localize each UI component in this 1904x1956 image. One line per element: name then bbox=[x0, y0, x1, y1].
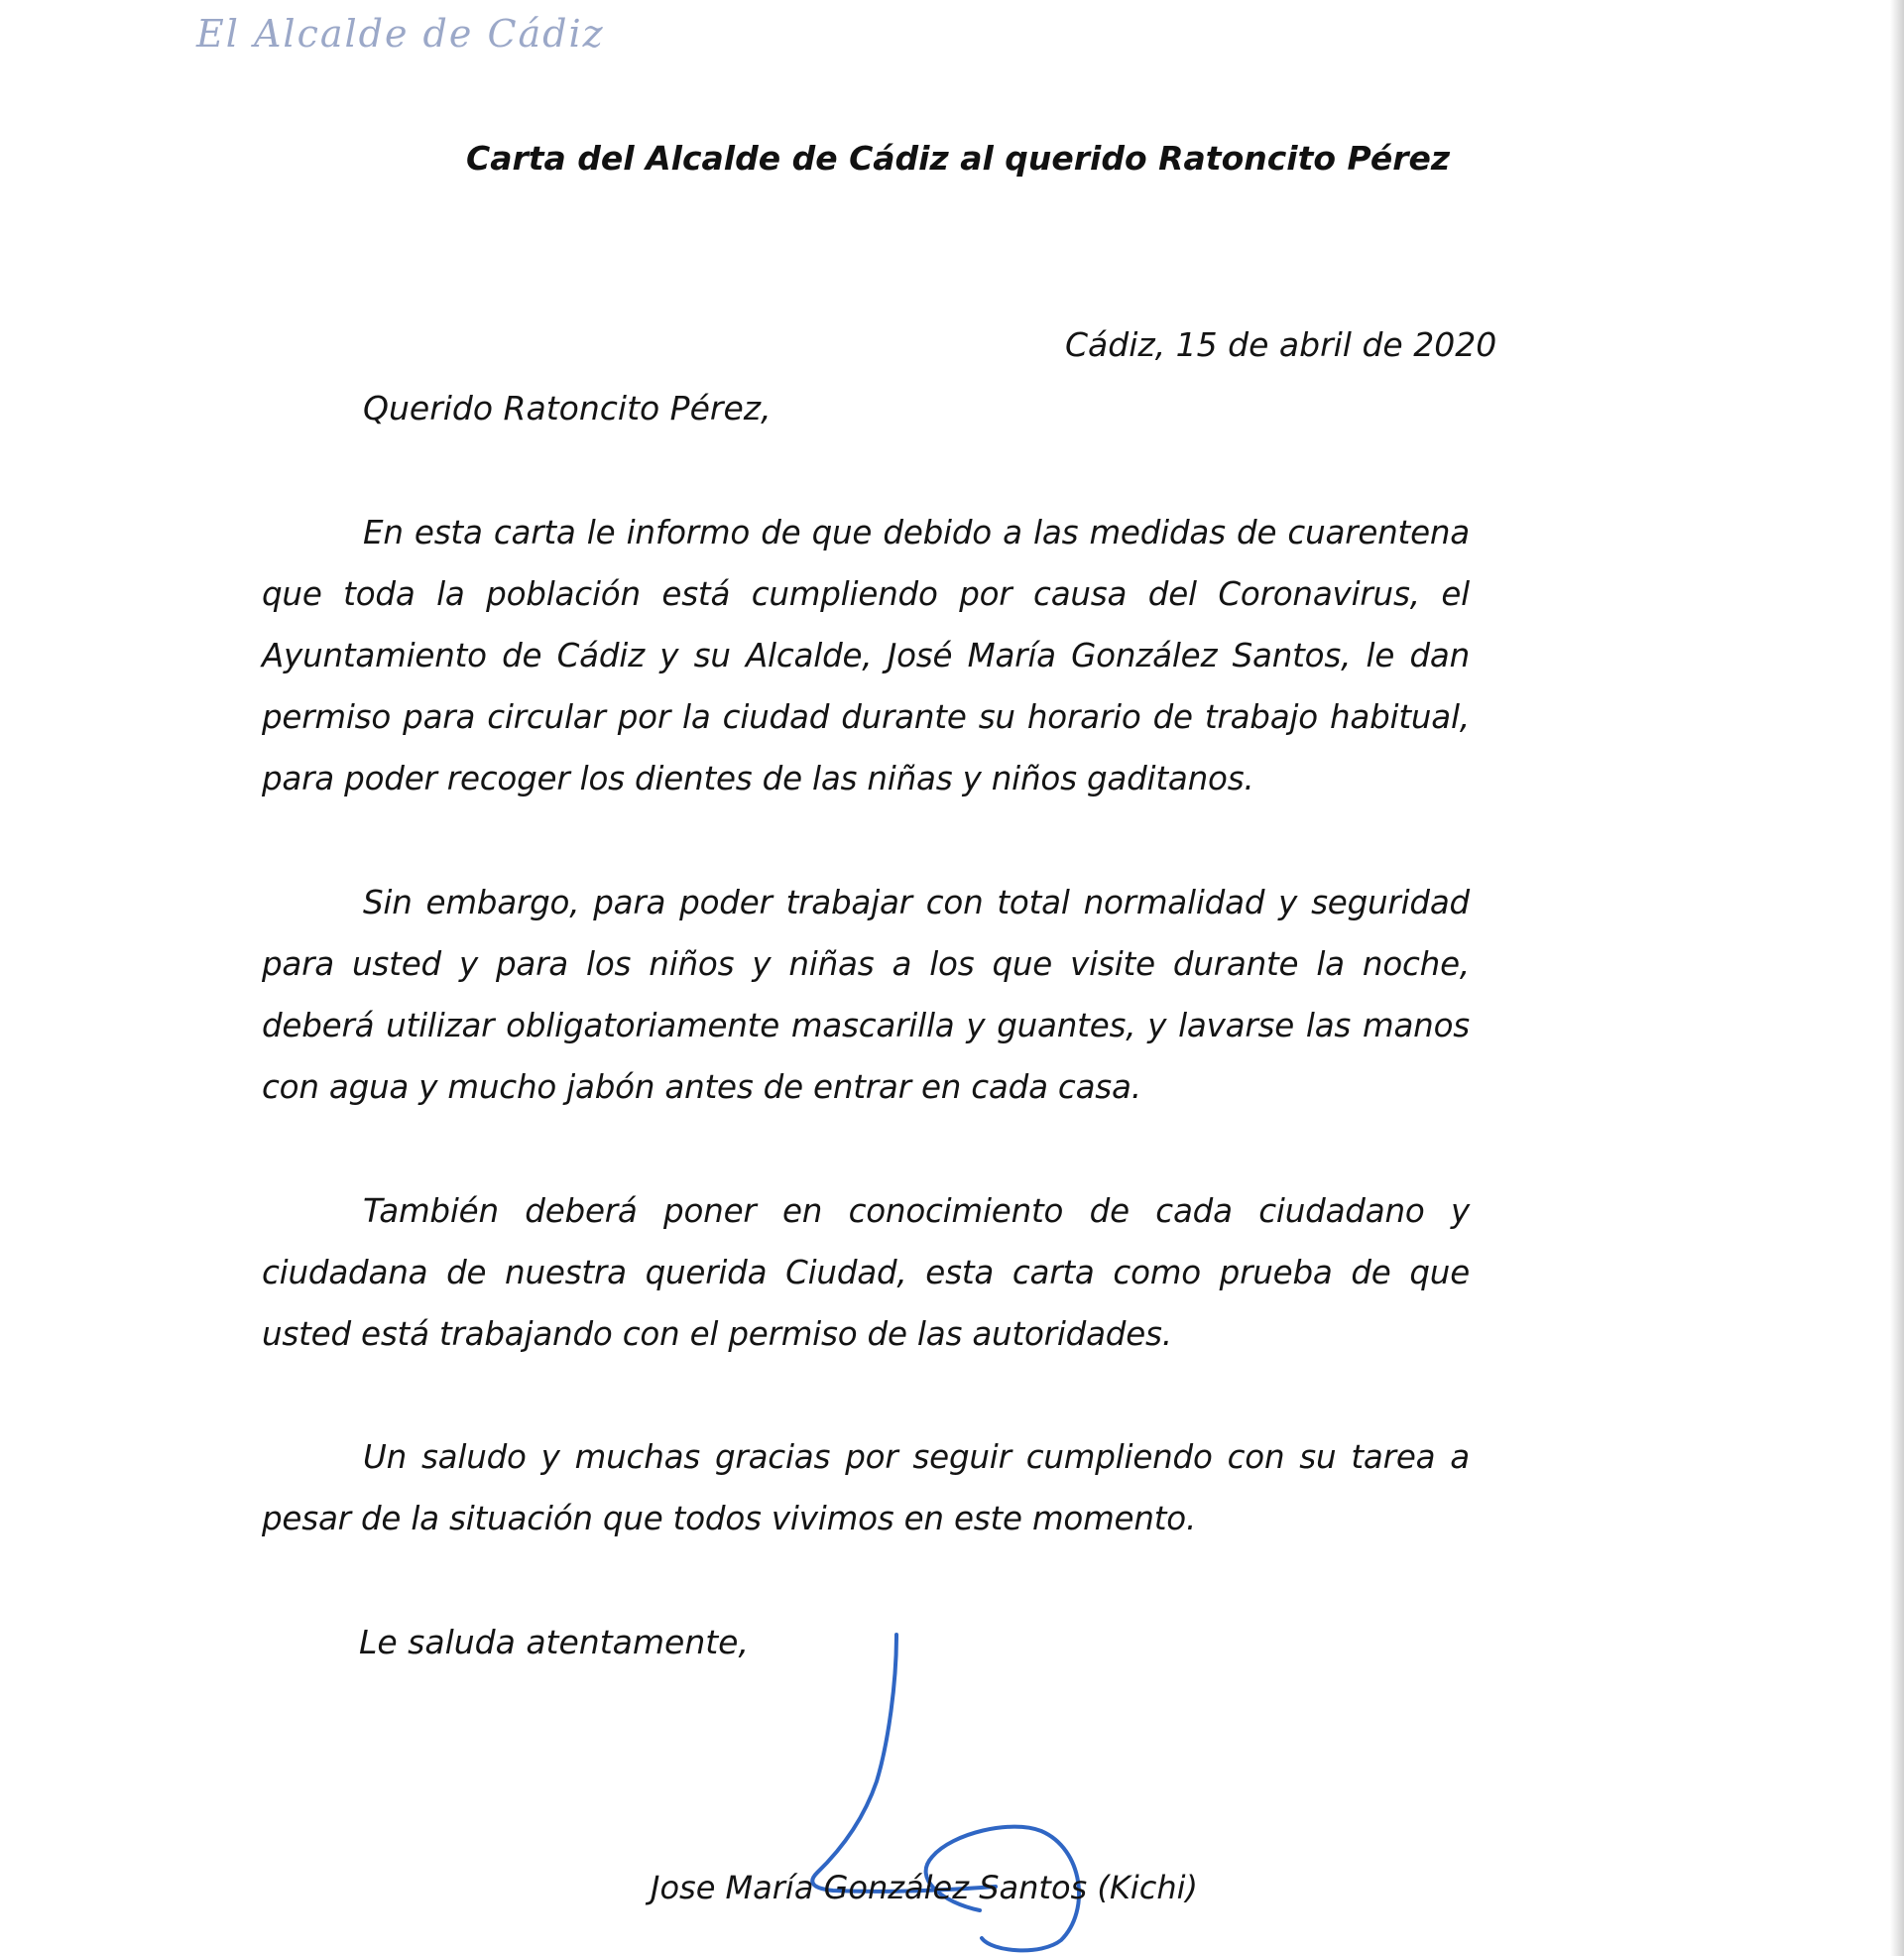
body-paragraph-2: Sin embargo, para poder trabajar con total normalidad y seguridad para usted y para los niños y niñas a los que visite durante la noche, deberá utilizar obligatoriamente mascarilla y guantes, y lavarse las manos con agua y mucho jabón antes de entrar en cada casa. bbox=[262, 884, 1470, 1106]
body-paragraph-1: En esta carta le informo de que debido a las medidas de cuarentena que toda la población está cumpliendo por causa del Coronavirus, el Ayuntamiento de Cádiz y su Alcalde, José María González Santos, le dan permiso para circular por la ciudad durante su horario de trabajo habitual, para poder recoger los dientes de las niñas y niños gaditanos. bbox=[262, 514, 1470, 797]
signature-stroke bbox=[812, 1635, 996, 1892]
body-paragraph-3: También deberá poner en conocimiento de cada ciudadano y ciudadana de nuestra querida Ciudad, esta carta como prueba de que usted está trabajando con el permiso de las autoridades. bbox=[262, 1192, 1470, 1353]
signer-name: Jose María González Santos (Kichi) bbox=[651, 1869, 1198, 1906]
letterhead: El Alcalde de Cádiz bbox=[196, 12, 605, 56]
letter-date: Cádiz, 15 de abril de 2020 bbox=[1065, 325, 1497, 364]
letter-closing: Le saluda atentamente, bbox=[359, 1623, 749, 1661]
body-paragraph-4: Un saludo y muchas gracias por seguir cumpliendo con su tarea a pesar de la situación que todos vivimos en este momento. bbox=[262, 1438, 1470, 1537]
scan-edge-shadow bbox=[1890, 0, 1904, 1956]
letter-title: Carta del Alcalde de Cádiz al querido Ratoncito Pérez bbox=[466, 139, 1451, 178]
letter-greeting: Querido Ratoncito Pérez, bbox=[363, 389, 772, 428]
